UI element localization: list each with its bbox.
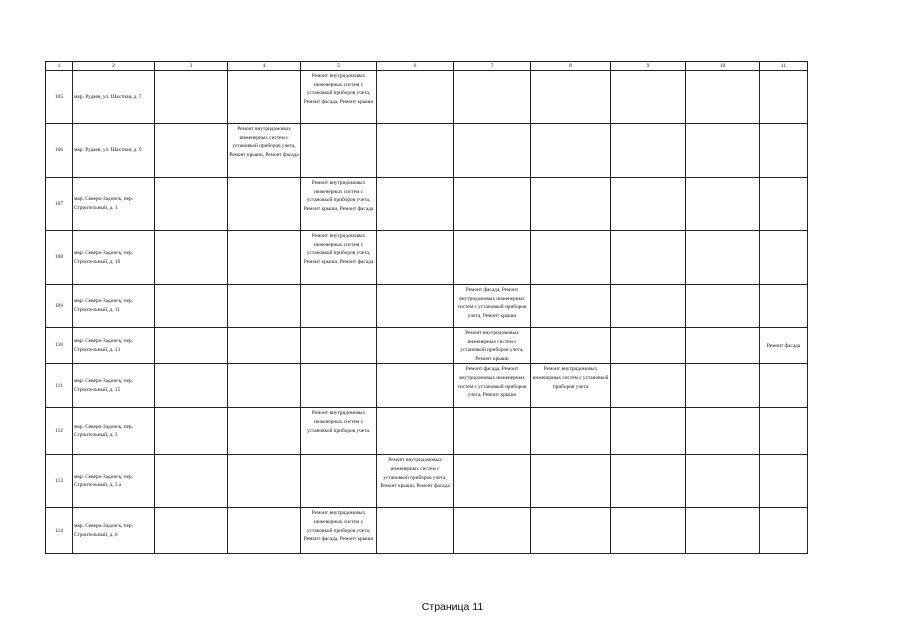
- work-cell: [301, 364, 377, 408]
- work-cell: [228, 285, 301, 328]
- work-cell: [686, 408, 760, 455]
- work-cell: [760, 231, 808, 285]
- work-cell: [531, 71, 611, 124]
- address-cell: мкр. Северо-Задонск, пер. Строительный, д. 3: [73, 408, 155, 455]
- work-cell: [611, 124, 686, 178]
- work-cell: [531, 328, 611, 364]
- page-number: Страница 11: [421, 601, 484, 613]
- table-row: [46, 328, 808, 364]
- address-cell: мкр. Северо-Задонск, пер. Строительный, д. 10: [73, 231, 155, 285]
- table-row: [46, 455, 808, 508]
- address-cell: мкр. Северо-Задонск, пер. Строительный, д. 15: [73, 364, 155, 408]
- table-row: [46, 364, 808, 408]
- work-cell: [611, 328, 686, 364]
- work-cell: [686, 231, 760, 285]
- work-cell: [454, 408, 531, 455]
- row-number: 111: [46, 364, 73, 408]
- work-cell: Ремонт внутридомовых инженерных систем с установкой приборов учета, Ремонт крыши, Ремонт фасада: [377, 455, 454, 508]
- work-cell: [686, 285, 760, 328]
- work-cell: [611, 178, 686, 231]
- work-cell: [377, 231, 454, 285]
- work-cell: Ремонт фасада, Ремонт внутридомовых инженерных систем с установкой приборов учета, Ремонт крыши: [454, 364, 531, 408]
- work-cell: [531, 178, 611, 231]
- work-cell: [454, 231, 531, 285]
- work-cell: [611, 285, 686, 328]
- column-header: 10: [686, 62, 760, 71]
- table-row: [46, 124, 808, 178]
- work-cell: [228, 408, 301, 455]
- work-cell: [686, 71, 760, 124]
- work-cell: Ремонт внутридомовых инженерных систем с установкой приборов учета, Ремонт фасада, Ремонт крыши: [301, 508, 377, 554]
- row-number: 114: [46, 508, 73, 554]
- work-cell: [228, 328, 301, 364]
- work-cell: Ремонт внутридомовых инженерных систем с установкой приборов учета, Ремонт крыши, Ремонт фасада: [301, 231, 377, 285]
- work-cell: [531, 455, 611, 508]
- work-cell: [377, 408, 454, 455]
- row-number: 107: [46, 178, 73, 231]
- work-cell: [760, 455, 808, 508]
- column-header: 11: [760, 62, 808, 71]
- work-cell: [611, 508, 686, 554]
- work-cell: [760, 408, 808, 455]
- address-cell: мкр. Рудаев, ул. Шахтная, д. 7: [73, 71, 155, 124]
- work-cell: [531, 508, 611, 554]
- table-row: [46, 71, 808, 124]
- works-table: [45, 61, 808, 554]
- table-row: [46, 408, 808, 455]
- work-cell: [301, 124, 377, 178]
- work-cell: [454, 508, 531, 554]
- work-cell: [611, 231, 686, 285]
- work-cell: [228, 364, 301, 408]
- work-cell: [228, 178, 301, 231]
- column-header: 2: [73, 62, 155, 71]
- row-number: 108: [46, 231, 73, 285]
- work-cell: [611, 364, 686, 408]
- work-cell: [531, 231, 611, 285]
- work-cell: [760, 285, 808, 328]
- work-cell: [301, 455, 377, 508]
- table-row: [46, 508, 808, 554]
- address-cell: мкр. Северо-Задонск, пер. Строительный, д. 13: [73, 328, 155, 364]
- work-cell: Ремонт внутридомовых инженерных систем с установкой приборов учета, Ремонт крыши, Ремонт фасада: [228, 124, 301, 178]
- work-cell: [301, 328, 377, 364]
- work-cell: [228, 455, 301, 508]
- column-header: 1: [46, 62, 73, 71]
- table-row: [46, 231, 808, 285]
- table-row: [46, 285, 808, 328]
- work-cell: [155, 231, 228, 285]
- row-number: 110: [46, 328, 73, 364]
- work-cell: Ремонт внутридомовых инженерных систем с установкой приборов учета.: [301, 408, 377, 455]
- work-cell: [760, 178, 808, 231]
- work-cell: [155, 364, 228, 408]
- work-cell: [686, 124, 760, 178]
- work-cell: [454, 455, 531, 508]
- work-cell: [377, 285, 454, 328]
- work-cell: [155, 328, 228, 364]
- work-cell: [377, 71, 454, 124]
- work-cell: [686, 178, 760, 231]
- work-cell: [155, 71, 228, 124]
- column-header: 4: [228, 62, 301, 71]
- work-cell: [228, 231, 301, 285]
- work-cell: [155, 285, 228, 328]
- address-cell: мкр. Северо-Задонск, пер. Строительный, д. 1: [73, 178, 155, 231]
- work-cell: Ремонт фасада, Ремонт внутридомовых инженерных систем с установкой приборов учета, Ремонт крыши: [454, 285, 531, 328]
- work-cell: [228, 71, 301, 124]
- work-cell: [686, 328, 760, 364]
- work-cell: [760, 124, 808, 178]
- work-cell: [611, 408, 686, 455]
- column-header: 7: [454, 62, 531, 71]
- work-cell: Ремонт фасада: [760, 328, 808, 364]
- address-cell: мкр. Северо-Задонск, пер. Строительный, д. 5 а: [73, 455, 155, 508]
- work-cell: [377, 178, 454, 231]
- row-number: 112: [46, 408, 73, 455]
- column-number-row: [46, 62, 808, 71]
- work-cell: [454, 124, 531, 178]
- work-cell: [301, 285, 377, 328]
- work-cell: [531, 124, 611, 178]
- work-cell: Ремонт внутридомовых инженерных систем с установкой приборов учета, Ремонт крыши, Ремонт фасада: [301, 178, 377, 231]
- work-cell: [686, 364, 760, 408]
- work-cell: [454, 71, 531, 124]
- work-cell: [611, 455, 686, 508]
- work-cell: [611, 71, 686, 124]
- table-row: [46, 178, 808, 231]
- address-cell: мкр. Северо-Задонск, пер. Строительный, д. 6: [73, 508, 155, 554]
- work-cell: [155, 455, 228, 508]
- work-cell: [377, 508, 454, 554]
- row-number: 109: [46, 285, 73, 328]
- work-cell: [760, 508, 808, 554]
- column-header: 5: [301, 62, 377, 71]
- address-cell: мкр. Рудаев, ул. Шахтная, д. 9: [73, 124, 155, 178]
- row-number: 106: [46, 124, 73, 178]
- row-number: 105: [46, 71, 73, 124]
- column-header: 6: [377, 62, 454, 71]
- work-cell: Ремонт внутридомовых инженерных систем с установкой приборов учета: [531, 364, 611, 408]
- work-cell: [155, 408, 228, 455]
- work-cell: [228, 508, 301, 554]
- work-cell: [377, 124, 454, 178]
- work-cell: [686, 455, 760, 508]
- work-cell: [377, 328, 454, 364]
- column-header: 9: [611, 62, 686, 71]
- work-cell: [377, 364, 454, 408]
- work-cell: [760, 364, 808, 408]
- work-cell: [760, 71, 808, 124]
- work-cell: [155, 508, 228, 554]
- work-cell: [155, 178, 228, 231]
- column-header: 8: [531, 62, 611, 71]
- work-cell: [155, 124, 228, 178]
- work-cell: Ремонт внутридомовых инженерных систем с установкой приборов учета, Ремонт крыши: [454, 328, 531, 364]
- work-cell: [686, 508, 760, 554]
- column-header: 3: [155, 62, 228, 71]
- work-cell: [531, 408, 611, 455]
- work-cell: Ремонт внутридомовых инженерных систем с установкой приборов учета, Ремонт фасада, Ремонт крыши: [301, 71, 377, 124]
- row-number: 113: [46, 455, 73, 508]
- address-cell: мкр. Северо-Задонск, пер. Строительный, д. 11: [73, 285, 155, 328]
- work-cell: [454, 178, 531, 231]
- work-cell: [531, 285, 611, 328]
